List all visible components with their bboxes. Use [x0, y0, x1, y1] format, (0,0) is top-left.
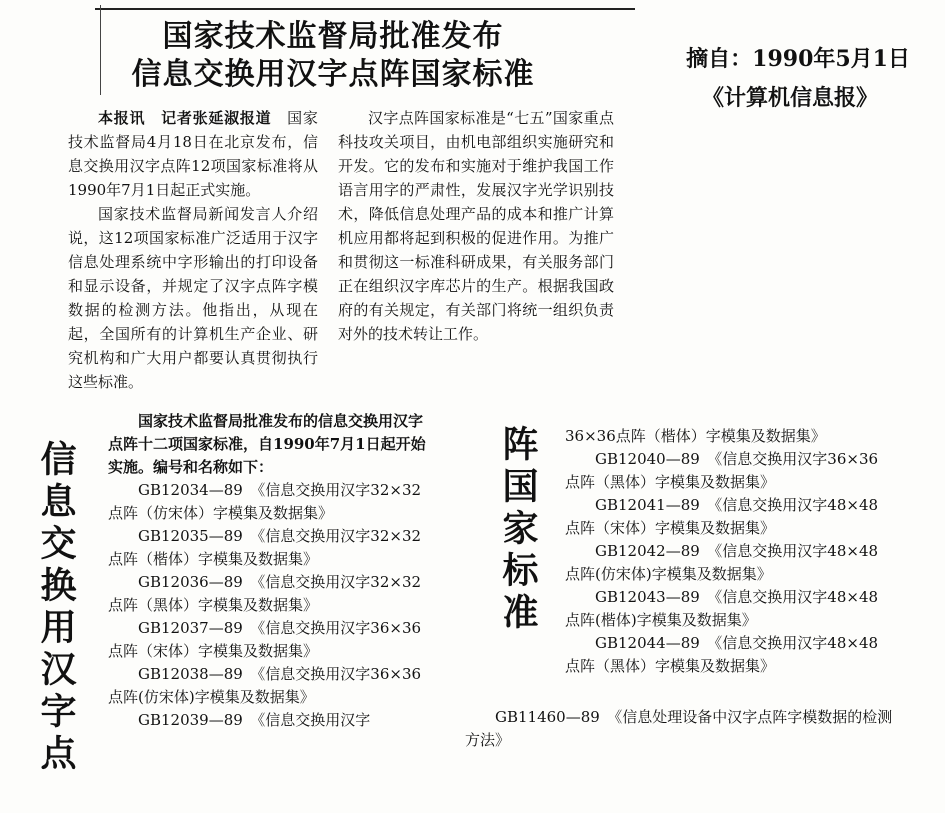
- standard-item: GB12043—89 《信息交换用汉字48×48点阵(楷体)字模集及数据集》: [565, 588, 879, 629]
- article-column-1: [68, 106, 318, 394]
- list-intro: 国家技术监督局批准发布的信息交换用汉字点阵十二项国家标准，自1990年7月1日起开始实施。编号和名称如下：: [108, 412, 426, 476]
- article-column-2: [338, 106, 614, 346]
- byline: 记者张延淑报道: [161, 109, 272, 127]
- standard-item: GB12042—89 《信息交换用汉字48×48点阵(仿宋体)字模集及数据集》: [565, 542, 879, 583]
- headline-line-2: 信息交换用汉字点阵国家标准: [131, 57, 535, 92]
- standard-item: GB12034—89 《信息交换用汉字32×32点阵（仿宋体）字模集及数据集》: [108, 481, 422, 522]
- standard-item: GB12038—89 《信息交换用汉字36×36点阵(仿宋体)字模集及数据集》: [108, 665, 422, 706]
- standard-item: GB12035—89 《信息交换用汉字32×32点阵（楷体）字模集及数据集》: [108, 527, 422, 568]
- standard-item: GB12041—89 《信息交换用汉字48×48点阵（宋体）字模集及数据集》: [565, 496, 879, 537]
- headline-line-1: 国家技术监督局批准发布: [162, 19, 504, 54]
- vertical-title-left: 信息交换用汉字点: [35, 440, 76, 776]
- top-rule: [95, 8, 635, 10]
- standard-item: GB12044—89 《信息交换用汉字48×48点阵（黑体）字模集及数据集》: [565, 634, 879, 675]
- standards-list-left: [108, 410, 428, 732]
- standards-list-right: [465, 425, 887, 678]
- article-paragraph-2: 国家技术监督局新闻发言人介绍说，这12项国家标准广泛适用于汉字信息处理系统中字形输出的打印设备和显示设备，并规定了汉字点阵字模数据的检测方法。他指出，从现在起，全国所有的计算机生产企业、研究机构和广大用户都要认真贯彻执行这些标准。: [68, 205, 318, 391]
- paragraph-1-text: 国家技术监督局4月18日在北京发布，信息交换用汉字点阵12项国家标准将从1990年7月1日起正式实施。: [68, 109, 318, 199]
- source-note: [650, 42, 930, 112]
- standard-item: GB12040—89 《信息交换用汉字36×36点阵（黑体）字模集及数据集》: [565, 450, 879, 491]
- standard-item: 36×36点阵（楷体）字模集及数据集》: [565, 427, 826, 445]
- vertical-title-right: 阵国家标准: [497, 425, 538, 635]
- standard-item: GB12039—89 《信息交换用汉字: [138, 711, 371, 729]
- standard-item: GB12037—89 《信息交换用汉字36×36点阵（宋体）字模集及数据集》: [108, 619, 422, 660]
- lead-tag: 本报讯: [98, 109, 146, 127]
- left-rule: [100, 5, 101, 95]
- source-publication: 《计算机信息报》: [701, 85, 878, 111]
- article-paragraph-1: [68, 106, 318, 202]
- source-date: 摘自：1990年5月1日: [686, 46, 910, 72]
- last-standard: [465, 706, 895, 752]
- standard-item-gb11460: GB11460—89 《信息处理设备中汉字点阵字模数据的检测方法》: [465, 708, 893, 749]
- headline: [108, 18, 558, 94]
- article-paragraph-3: 汉字点阵国家标准是“七五”国家重点科技攻关项目，由机电部组织实施研究和开发。它的发布和实施对于维护我国工作语言用字的严肃性，发展汉字光学识别技术，降低信息处理产品的成本和推广计算机应用都将起到积极的促进作用。为推广和贯彻这一标准科研成果，有关服务部门正在组织汉字库芯片的生产。根据我国政府的有关规定，有关部门将统一组织负责对外的技术转让工作。: [338, 109, 614, 343]
- standard-item: GB12036—89 《信息交换用汉字32×32点阵（黑体）字模集及数据集》: [108, 573, 422, 614]
